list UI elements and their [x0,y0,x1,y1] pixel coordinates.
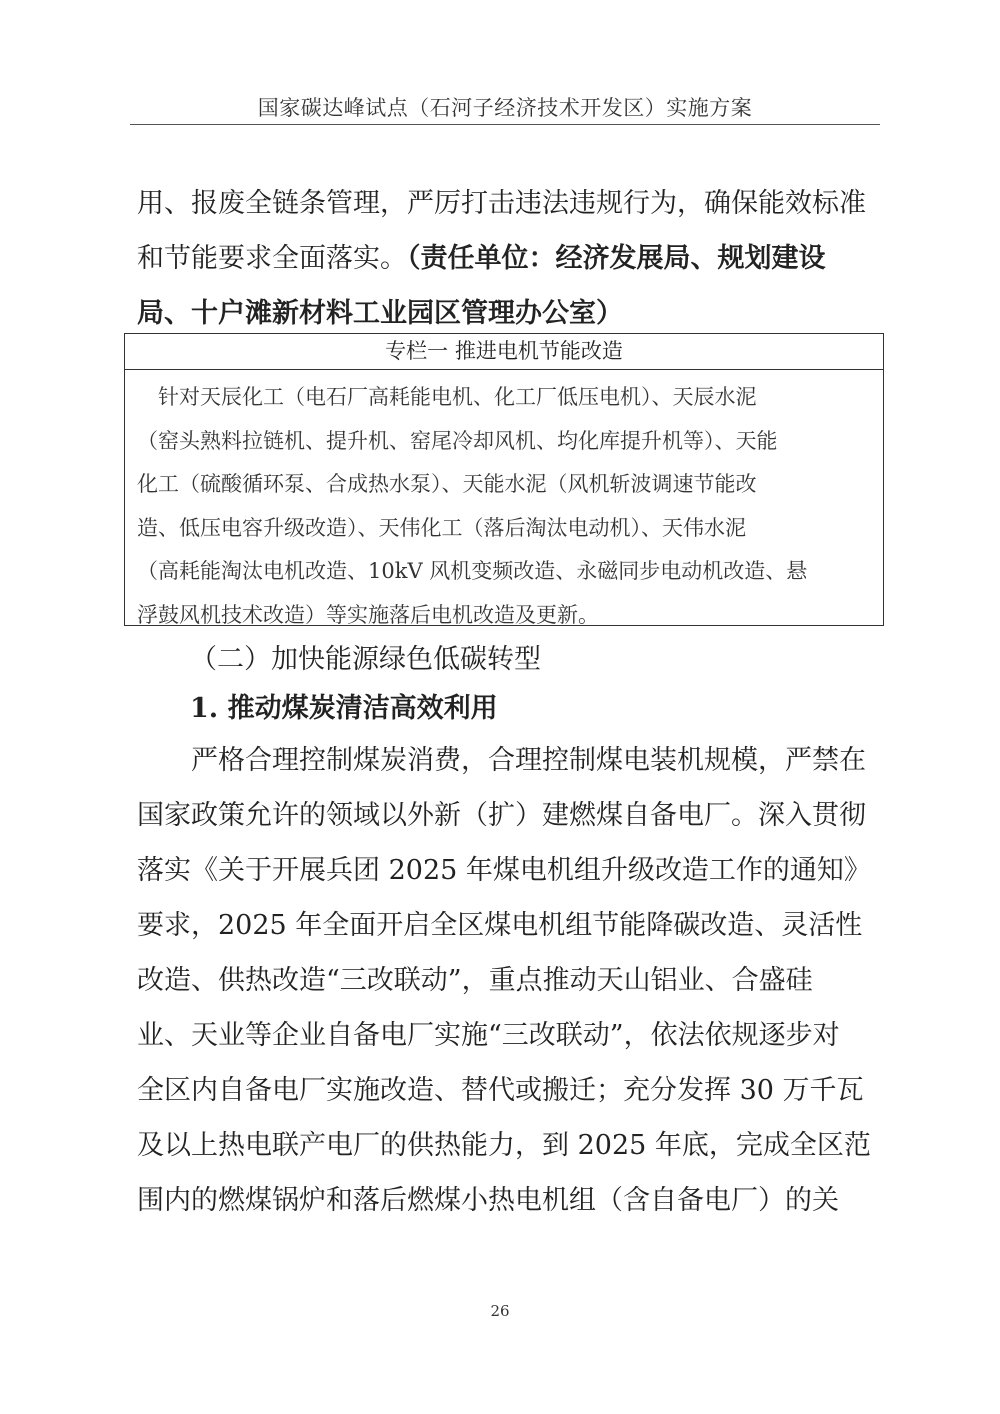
feature-box-motor-retrofit [124,333,884,626]
responsibility-units-start: （责任单位：经济发展局、规划建设 [407,243,826,274]
intro-line-1: 用、报废全链条管理，严厉打击违法违规行为，确保能效标准 [137,188,866,219]
section-paragraph [137,733,871,1228]
body-line: 国家政策允许的领域以外新（扩）建燃煤自备电厂。深入贯彻 [137,800,866,831]
feature-box-line: （窑头熟料拉链机、提升机、窑尾冷却风机、均化库提升机等）、天能 [137,428,778,453]
feature-box-line: （高耗能淘汰电机改造、10kV 风机变频改造、永磁同步电动机改造、悬 [137,559,808,583]
feature-box-line: 针对天辰化工（电石厂高耗能电机、化工厂低压电机）、天辰水泥 [137,385,757,409]
responsibility-units-end: 局、十户滩新材料工业园区管理办公室） [137,298,623,329]
subsection-heading: 1. 推动煤炭清洁高效利用 [190,693,498,724]
section-heading: （二）加快能源绿色低碳转型 [190,644,541,675]
feature-box-body [125,370,883,637]
feature-box-line: 化工（硫酸循环泵、合成热水泵）、天能水泥（风机斩波调速节能改 [137,472,757,496]
body-line: 要求，2025 年全面开启全区煤电机组节能降碳改造、灵活性 [137,910,863,941]
feature-box-line: 造、低压电容升级改造）、天伟化工（落后淘汰电动机）、天伟水泥 [137,515,746,540]
intro-paragraph [137,176,867,341]
body-line: 业、天业等企业自备电厂实施“三改联动”，依法依规逐步对 [137,1020,840,1051]
header-divider [130,124,880,125]
feature-box-title: 专栏一 推进电机节能改造 [125,334,883,370]
body-line: 严格合理控制煤炭消费，合理控制煤电装机规模，严禁在 [137,745,866,776]
page-header-title: 国家碳达峰试点（石河子经济技术开发区）实施方案 [257,96,753,120]
intro-line-2-text: 和节能要求全面落实。 [137,243,407,274]
body-line: 落实《关于开展兵团 2025 年煤电机组升级改造工作的通知》 [137,855,871,886]
body-line: 全区内自备电厂实施改造、替代或搬迁；充分发挥 30 万千瓦 [137,1075,864,1106]
intro-line-2 [137,231,867,286]
body-line: 围内的燃煤锅炉和落后燃煤小热电机组（含自备电厂）的关 [137,1185,839,1216]
body-line: 改造、供热改造“三改联动”，重点推动天山铝业、合盛硅 [137,965,813,996]
feature-box-line: 浮鼓风机技术改造）等实施落后电机改造及更新。 [137,602,599,627]
page-number: 26 [490,1302,510,1320]
body-line: 及以上热电联产电厂的供热能力，到 2025 年底，完成全区范 [137,1130,871,1161]
